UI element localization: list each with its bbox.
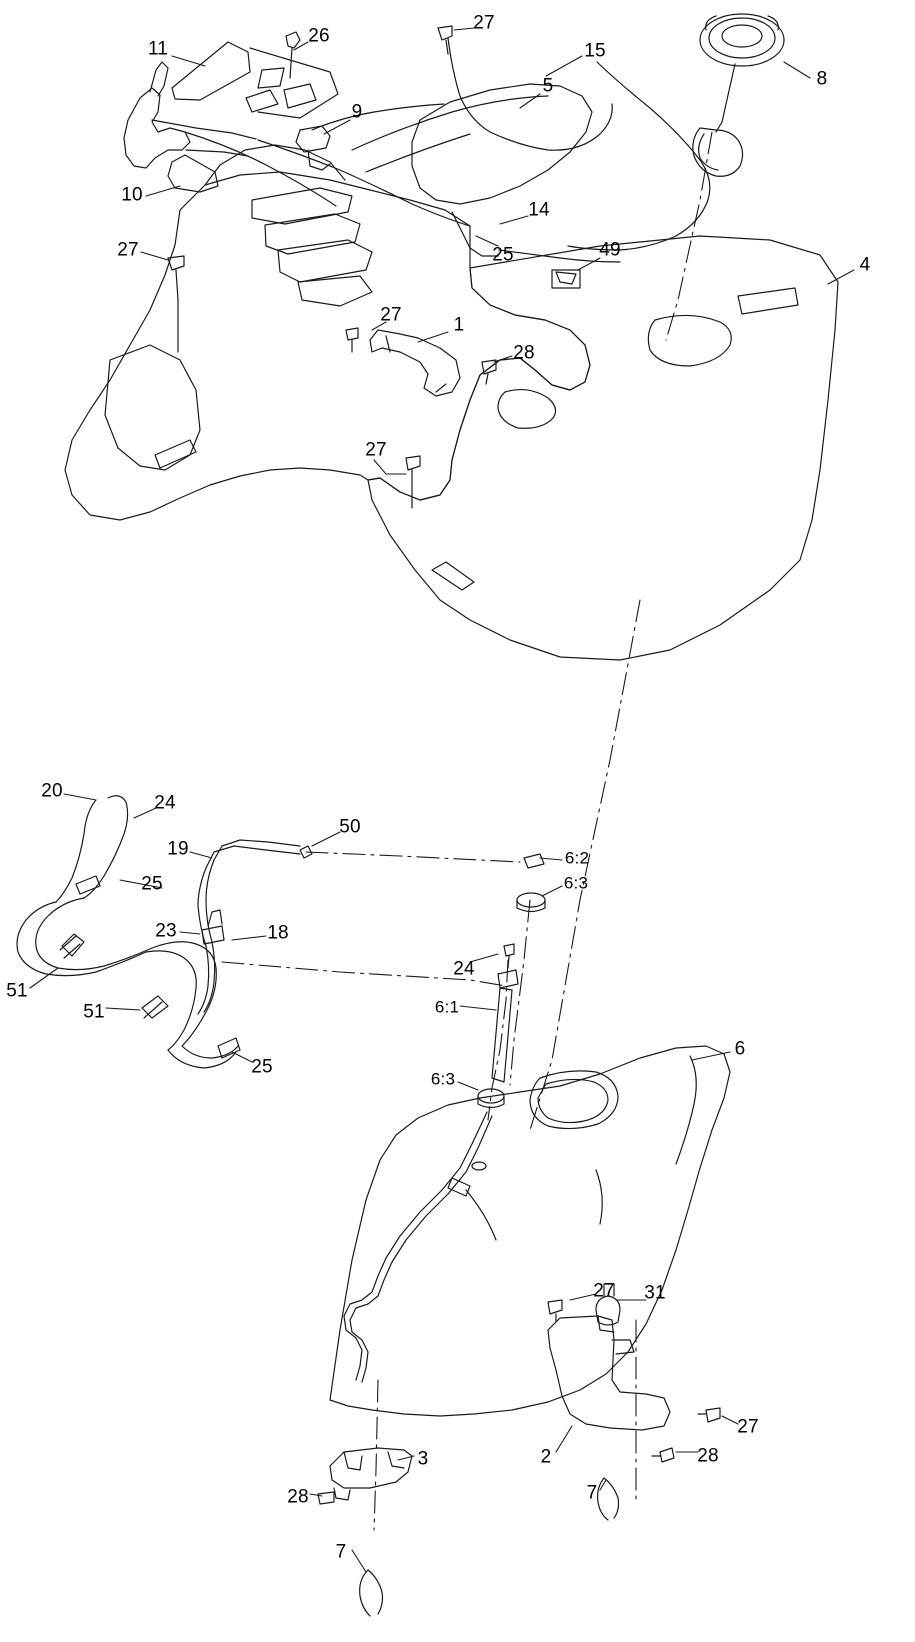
callout-24: 24 <box>154 792 176 814</box>
callout-7: 7 <box>586 1482 598 1504</box>
callout-5: 5 <box>542 75 554 97</box>
callout-6-2: 6:2 <box>564 848 590 868</box>
callout-6-3: 6:3 <box>430 1069 456 1089</box>
callout-18: 18 <box>267 922 289 944</box>
callout-51: 51 <box>6 980 28 1002</box>
callout-6: 6 <box>734 1038 746 1060</box>
callout-8: 8 <box>816 68 828 90</box>
callout-27: 27 <box>365 439 387 461</box>
callout-28: 28 <box>513 342 535 364</box>
callout-7: 7 <box>335 1541 347 1563</box>
callout-27: 27 <box>473 12 495 34</box>
callout-1: 1 <box>453 314 465 336</box>
callout-27: 27 <box>117 239 139 261</box>
callout-49: 49 <box>599 239 621 261</box>
callout-20: 20 <box>41 780 63 802</box>
callout-27: 27 <box>380 304 402 326</box>
callout-51: 51 <box>83 1001 105 1023</box>
callout-26: 26 <box>308 25 330 47</box>
callout-3: 3 <box>417 1448 429 1470</box>
callout-6-1: 6:1 <box>434 997 460 1017</box>
callout-50: 50 <box>339 816 361 838</box>
callout-11: 11 <box>147 38 169 60</box>
callout-2: 2 <box>540 1446 552 1468</box>
callout-14: 14 <box>528 199 550 221</box>
callout-28: 28 <box>697 1445 719 1467</box>
callout-24: 24 <box>453 958 475 980</box>
callout-25: 25 <box>141 873 163 895</box>
callout-27: 27 <box>593 1280 615 1302</box>
callout-6-3: 6:3 <box>563 873 589 893</box>
callout-15: 15 <box>584 40 606 62</box>
callout-31: 31 <box>644 1282 666 1304</box>
callout-4: 4 <box>859 254 871 276</box>
callout-9: 9 <box>351 101 363 123</box>
callout-10: 10 <box>121 184 143 206</box>
callout-25: 25 <box>251 1056 273 1078</box>
callout-28: 28 <box>287 1486 309 1508</box>
callout-23: 23 <box>155 920 177 942</box>
callout-19: 19 <box>167 838 189 860</box>
callout-25: 25 <box>492 244 514 266</box>
callout-27: 27 <box>737 1416 759 1438</box>
